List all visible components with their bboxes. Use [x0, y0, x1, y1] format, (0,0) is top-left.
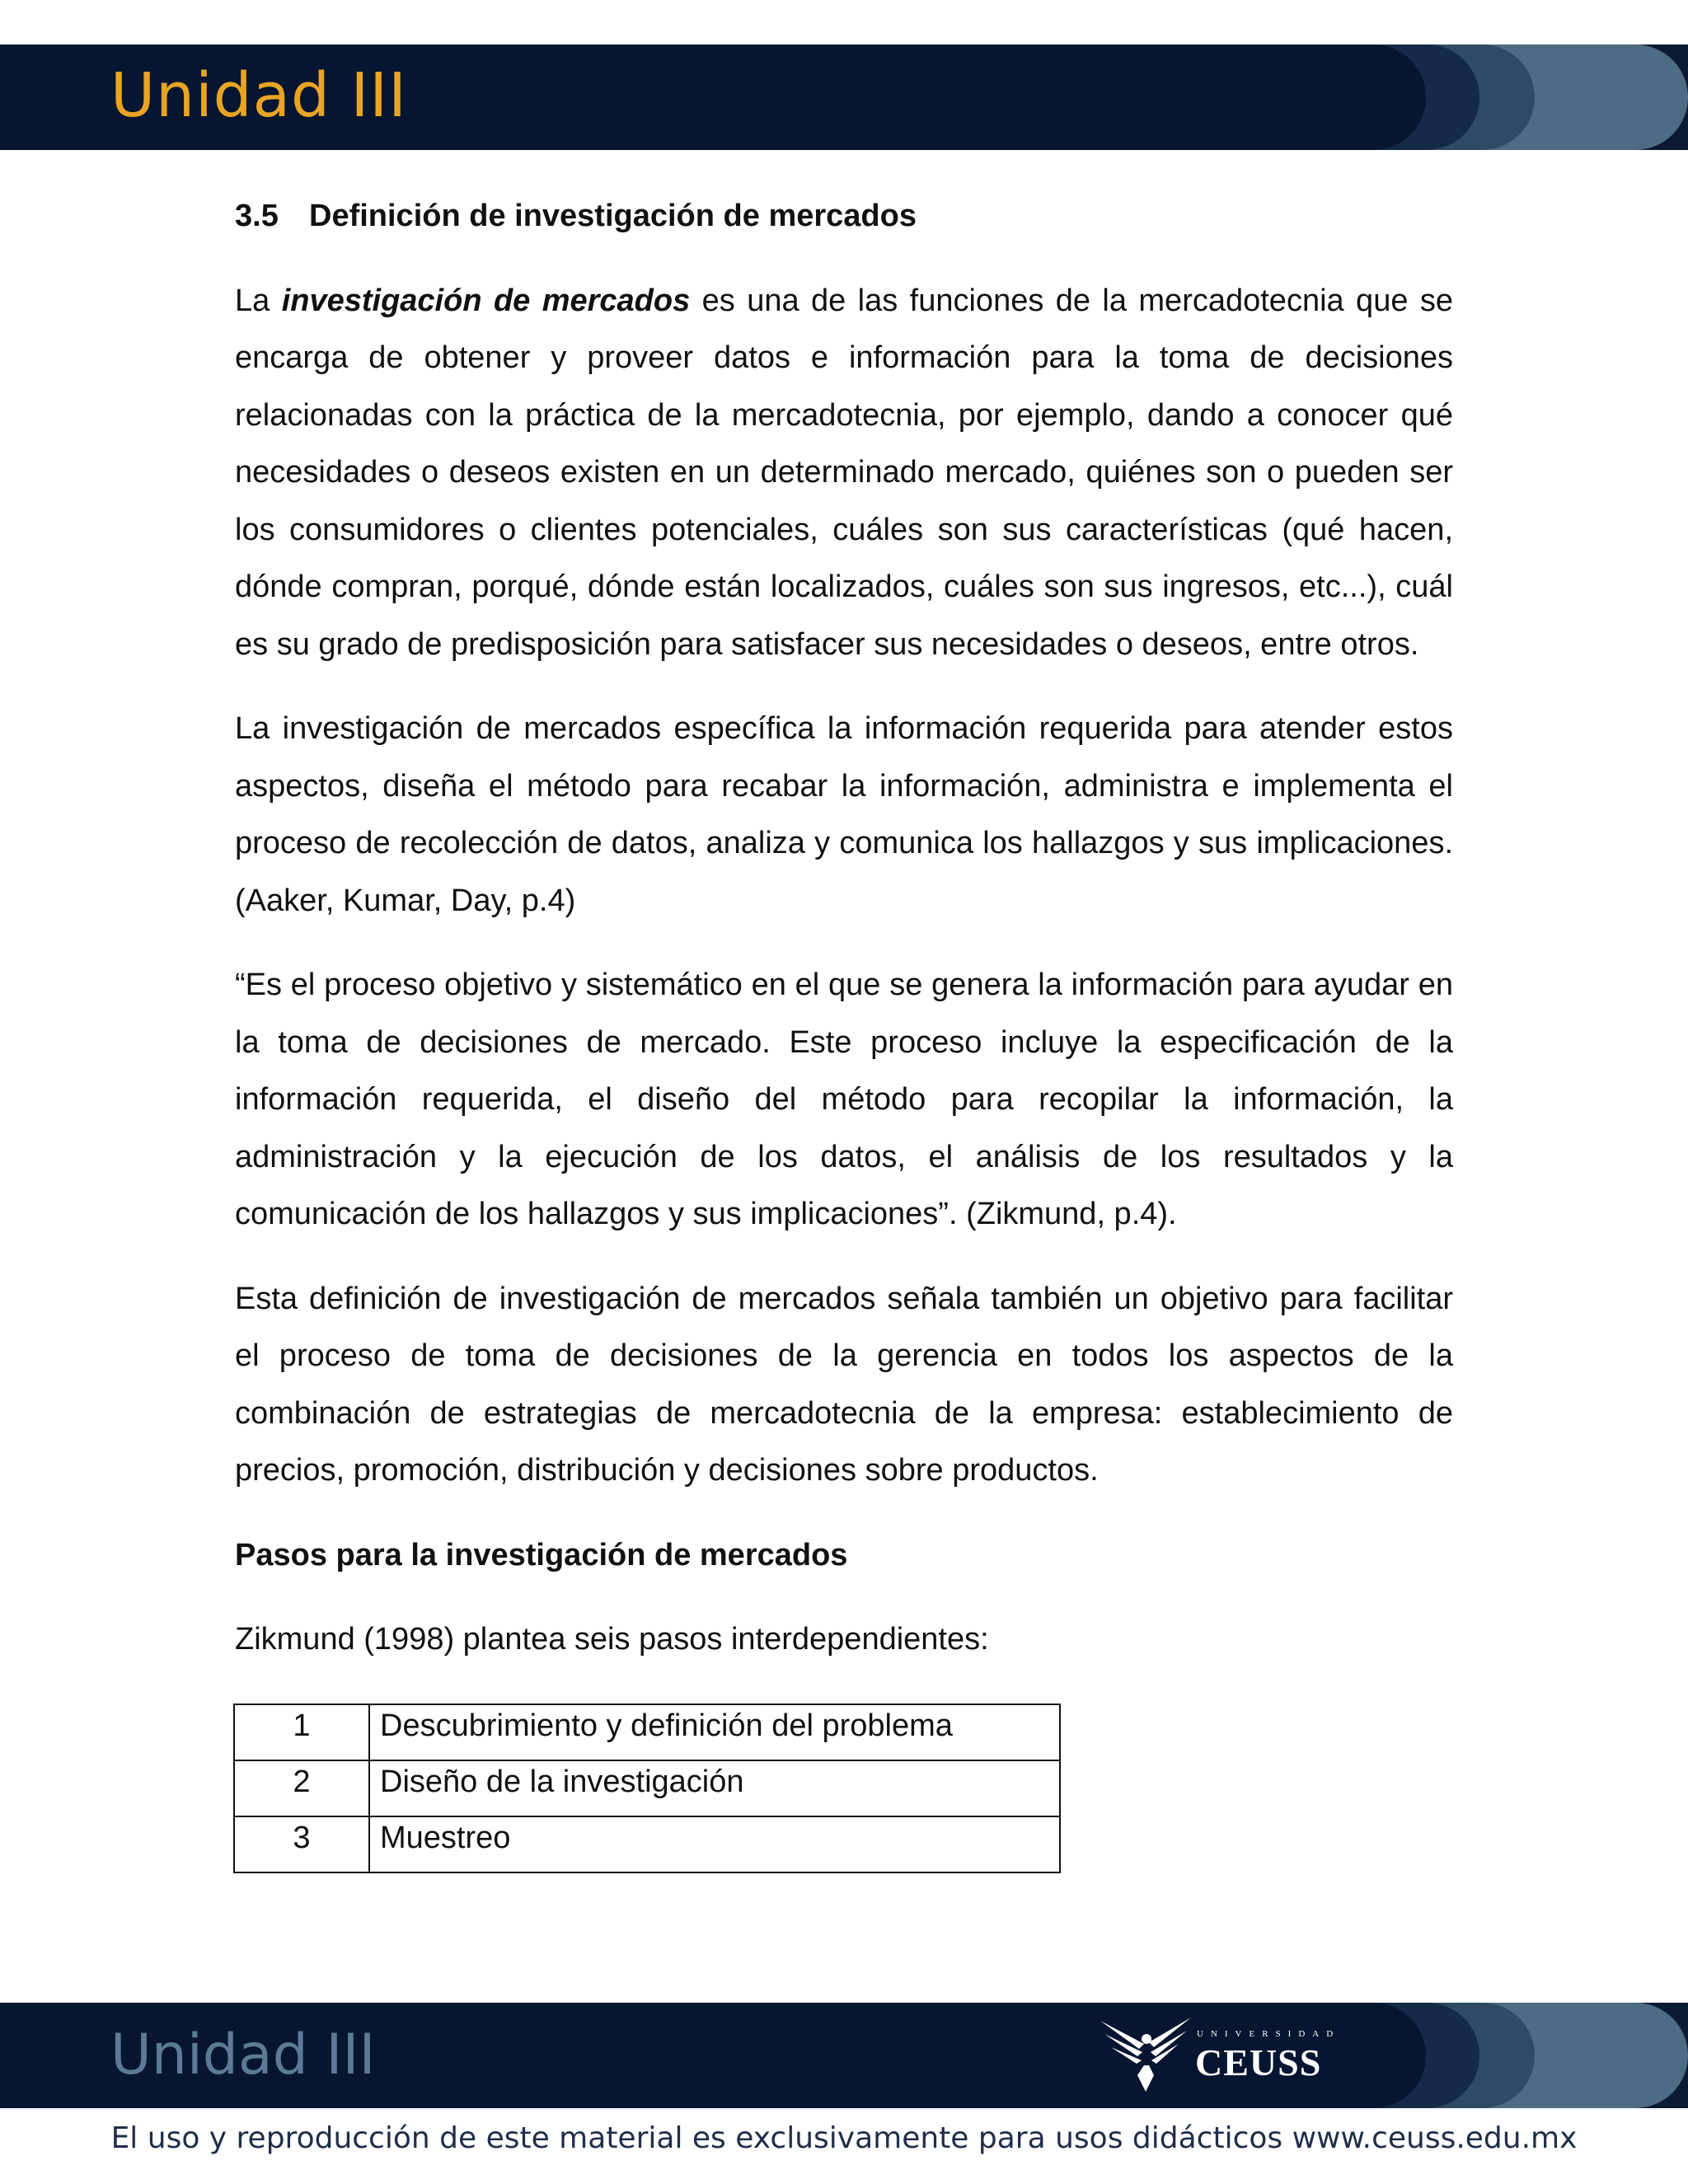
paragraph-2: La investigación de mercados específica la información requerida para atender estos aspectos, diseña el método para recabar la información, administra e implementa el proceso de recolección de datos, analiza y comunica los hallazgos y sus implicaciones. (Aaker, Kumar, Day, p.4) [235, 711, 1453, 918]
table-row [234, 1760, 1060, 1816]
step-number: 2 [234, 1760, 369, 1816]
table-row [234, 1816, 1060, 1872]
university-logo [1096, 2011, 1341, 2102]
section-title: Definición de investigación de mercados [309, 199, 917, 233]
paragraph-4: Esta definición de investigación de mercados señala también un objetivo para facilitar el proceso de toma de decisiones de la gerencia en todos los aspectos de la combinación de estrategias de mercadotecnia de la empresa: establecimiento de precios, promoción, distribución y decisiones sobre productos. [235, 1281, 1453, 1488]
footer-banner [0, 2003, 1688, 2108]
logo-subtext: UNIVERSIDAD [1197, 2029, 1341, 2039]
paragraph-1-term: investigación de mercados [281, 283, 691, 318]
table-row [234, 1704, 1060, 1760]
step-label: Descubrimiento y definición del problema [369, 1704, 1060, 1760]
paragraph-3: “Es el proceso objetivo y sistemático en el que se genera la información para ayudar en la toma de decisiones de mercado. Este proceso incluye la especificación de la información requerida, el diseño del método para recopilar la información, la administración y la ejecución de los datos, el análisis de los resultados y la comunicación de los hallazgos y sus implicaciones”. (Zikmund, p.4). [235, 968, 1453, 1231]
footer-title: Unidad III [110, 2022, 376, 2088]
steps-intro: Zikmund (1998) plantea seis pasos interdependientes: [235, 1622, 989, 1657]
step-number: 1 [234, 1704, 369, 1760]
logo-wordmark: CEUSS [1195, 2041, 1322, 2083]
section-number: 3.5 [235, 199, 279, 233]
header-title: Unidad III [110, 60, 407, 131]
header-banner [0, 45, 1688, 150]
steps-table [233, 1704, 1061, 1873]
paragraph-1 [235, 273, 1453, 674]
steps-heading: Pasos para la investigación de mercados [235, 1537, 848, 1572]
section-heading [235, 188, 1453, 246]
footer-note: El uso y reproducción de este material es exclusivamente para usos didácticos www.ceuss.edu.mx [110, 2121, 1578, 2155]
paragraph-1-prefix: La [235, 283, 282, 318]
step-label: Muestreo [369, 1816, 1060, 1872]
document-body [235, 188, 1453, 1873]
step-label: Diseño de la investigación [369, 1760, 1060, 1816]
paragraph-1-rest: es una de las funciones de la mercadotecnia que se encarga de obtener y proveer datos e información para la toma de decisiones relacionadas con la práctica de la mercadotecnia, por ejemplo, dando a conocer qué necesidades o deseos existen en un determinado mercado, quiénes son o pueden ser los consumidores o clientes potenciales, cuáles son sus características (qué hacen, dónde compran, porqué, dónde están localizados, cuáles son sus ingresos, etc...), cuál es su grado de predisposición para satisfacer sus necesidades o deseos, entre otros. [235, 283, 1454, 662]
step-number: 3 [234, 1816, 369, 1872]
eagle-emblem-icon [1096, 2011, 1195, 2102]
